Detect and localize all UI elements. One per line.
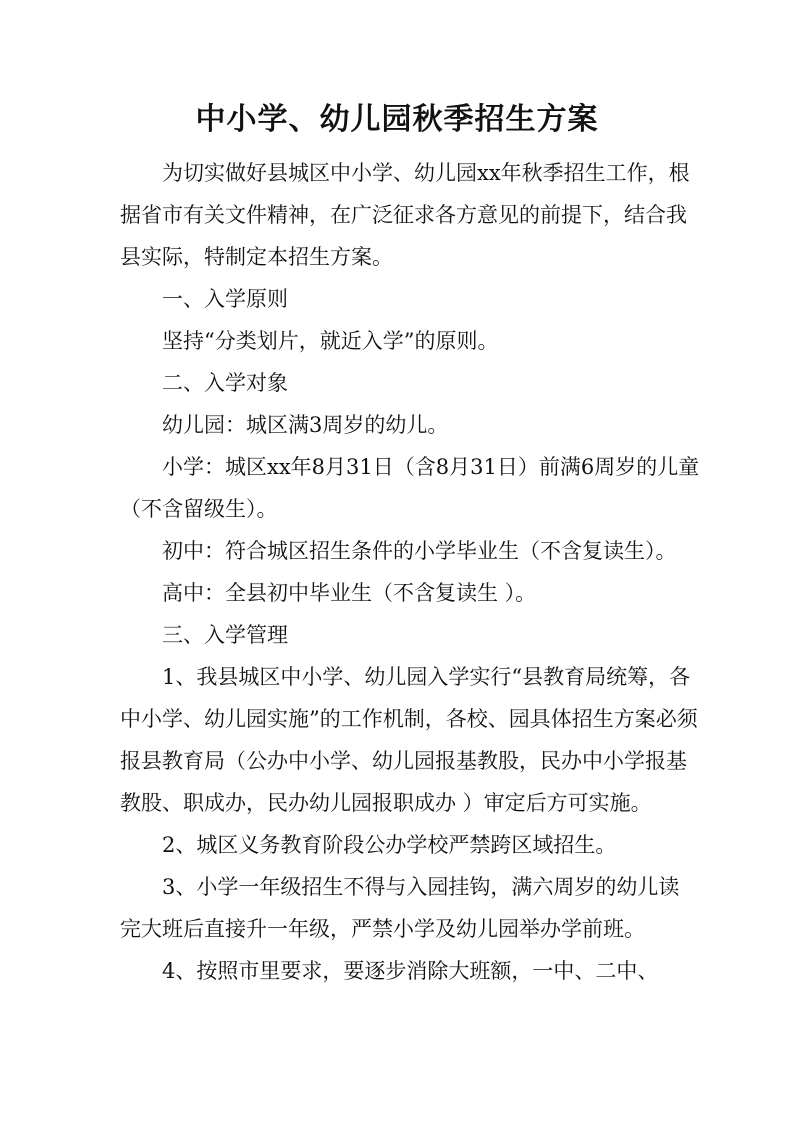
intro-paragraph: 为切实做好县城区中小学、幼儿园xx年秋季招生工作，根据省市有关文件精神，在广泛征求各方意见的前提下，结合我县实际，特制定本招生方案。 — [120, 161, 690, 269]
management-item-1: 1、我县城区中小学、幼儿园入学实行“县教育局统筹，各中小学、幼儿园实施”的工作机制，各校、园具体招生方案必须报县教育局（公办中小学、幼儿园报基教股，民办中小学报基教股、职成办，民办幼儿园报职成办 ）审定后方可实施。 — [120, 665, 698, 815]
principle-paragraph: 坚持“分类划片，就近入学”的原则。 — [162, 329, 499, 353]
primary-school-target-paragraph: 小学：城区xx年8月31日（含8月31日）前满6周岁的儿童（不含留级生）。 — [120, 455, 700, 521]
junior-high-target-paragraph: 初中：符合城区招生条件的小学毕业生（不含复读生）。 — [162, 539, 677, 563]
senior-high-target-paragraph: 高中：全县初中毕业生（不含复读生 ）。 — [162, 581, 537, 605]
section-heading-admission-targets: 二、入学对象 — [162, 371, 288, 395]
section-heading-admission-principle: 一、入学原则 — [162, 287, 288, 311]
section-heading-admission-management: 三、入学管理 — [162, 623, 288, 647]
document-body — [120, 152, 700, 992]
kindergarten-target-paragraph: 幼儿园：城区满3周岁的幼儿。 — [162, 413, 449, 437]
management-item-3: 3、小学一年级招生不得与入园挂钩，满六周岁的幼儿读完大班后直接升一年级，严禁小学及幼儿园举办学前班。 — [120, 875, 680, 941]
document-title: 中小学、幼儿园秋季招生方案 — [195, 102, 599, 137]
management-item-2: 2、城区义务教育阶段公办学校严禁跨区域招生。 — [162, 833, 617, 857]
management-item-4: 4、按照市里要求，要逐步消除大班额，一中、二中、 — [162, 959, 659, 983]
